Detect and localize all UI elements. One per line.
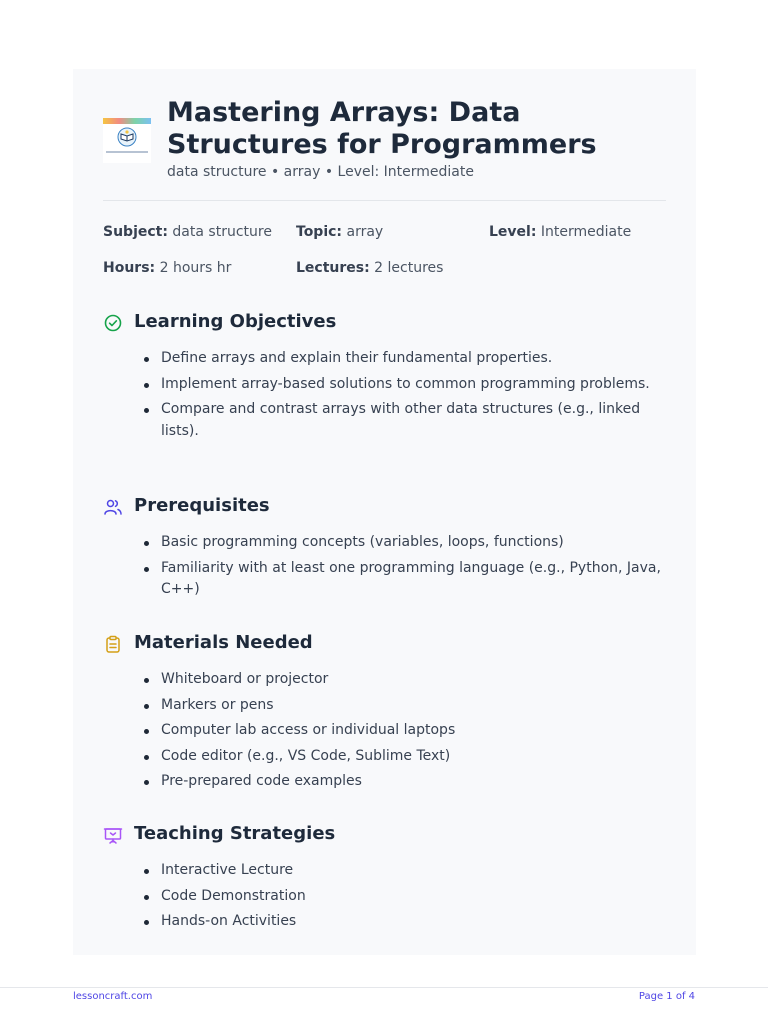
meta-lectures-value: 2 lectures: [374, 260, 444, 276]
header-divider: [103, 200, 666, 201]
meta-topic-value: array: [346, 224, 384, 240]
footer-page-number: Page 1 of 4: [638, 991, 695, 1002]
learning-objectives-list: [143, 348, 673, 446]
clipboard-icon: [103, 634, 123, 654]
list-item: Markers or pens: [143, 695, 673, 717]
list-item: Implement array-based solutions to common programming problems.: [143, 374, 673, 396]
meta-subject: [103, 224, 272, 240]
meta-level-label: Level:: [489, 224, 537, 240]
meta-level-value: Intermediate: [540, 224, 632, 240]
meta-hours-label: Hours:: [103, 260, 156, 276]
section-title: Learning Objectives: [134, 311, 337, 332]
list-item: Computer lab access or individual laptops: [143, 720, 673, 742]
check-circle-icon: [103, 313, 123, 333]
lesson-title: Mastering Arrays: Data Structures for Programmers: [167, 97, 597, 160]
meta-hours: [103, 260, 231, 276]
section-title: Materials Needed: [134, 632, 313, 653]
list-item: Familiarity with at least one programming language (e.g., Python, Java, C++): [143, 558, 673, 601]
meta-subject-label: Subject:: [103, 224, 168, 240]
prerequisites-list: [143, 532, 673, 605]
presentation-icon: [103, 825, 123, 845]
footer-site-link[interactable]: lessoncraft.com: [73, 991, 153, 1002]
lessoncraft-logo-icon: [103, 118, 151, 163]
list-item: Code Demonstration: [143, 886, 673, 908]
meta-level: [489, 224, 631, 240]
list-item: Hands-on Activities: [143, 911, 673, 933]
list-item: Compare and contrast arrays with other data structures (e.g., linked lists).: [143, 399, 673, 442]
section-title: Teaching Strategies: [134, 823, 336, 844]
footer-divider: [0, 987, 768, 988]
meta-subject-value: data structure: [172, 224, 272, 240]
materials-list: [143, 669, 673, 797]
meta-lectures-label: Lectures:: [296, 260, 370, 276]
list-item: Pre-prepared code examples: [143, 771, 673, 793]
meta-hours-value: 2 hours hr: [159, 260, 232, 276]
meta-topic: [296, 224, 383, 240]
list-item: Interactive Lecture: [143, 860, 673, 882]
meta-lectures: [296, 260, 443, 276]
teaching-strategies-list: [143, 860, 673, 937]
list-item: Whiteboard or projector: [143, 669, 673, 691]
list-item: Code editor (e.g., VS Code, Sublime Text): [143, 746, 673, 768]
lesson-plan-card: [73, 69, 696, 955]
users-icon: [103, 497, 123, 517]
list-item: Define arrays and explain their fundamental properties.: [143, 348, 673, 370]
list-item: Basic programming concepts (variables, loops, functions): [143, 532, 673, 554]
meta-topic-label: Topic:: [296, 224, 343, 240]
lesson-subtitle: data structure • array • Level: Intermediate: [167, 164, 474, 180]
section-title: Prerequisites: [134, 495, 270, 516]
